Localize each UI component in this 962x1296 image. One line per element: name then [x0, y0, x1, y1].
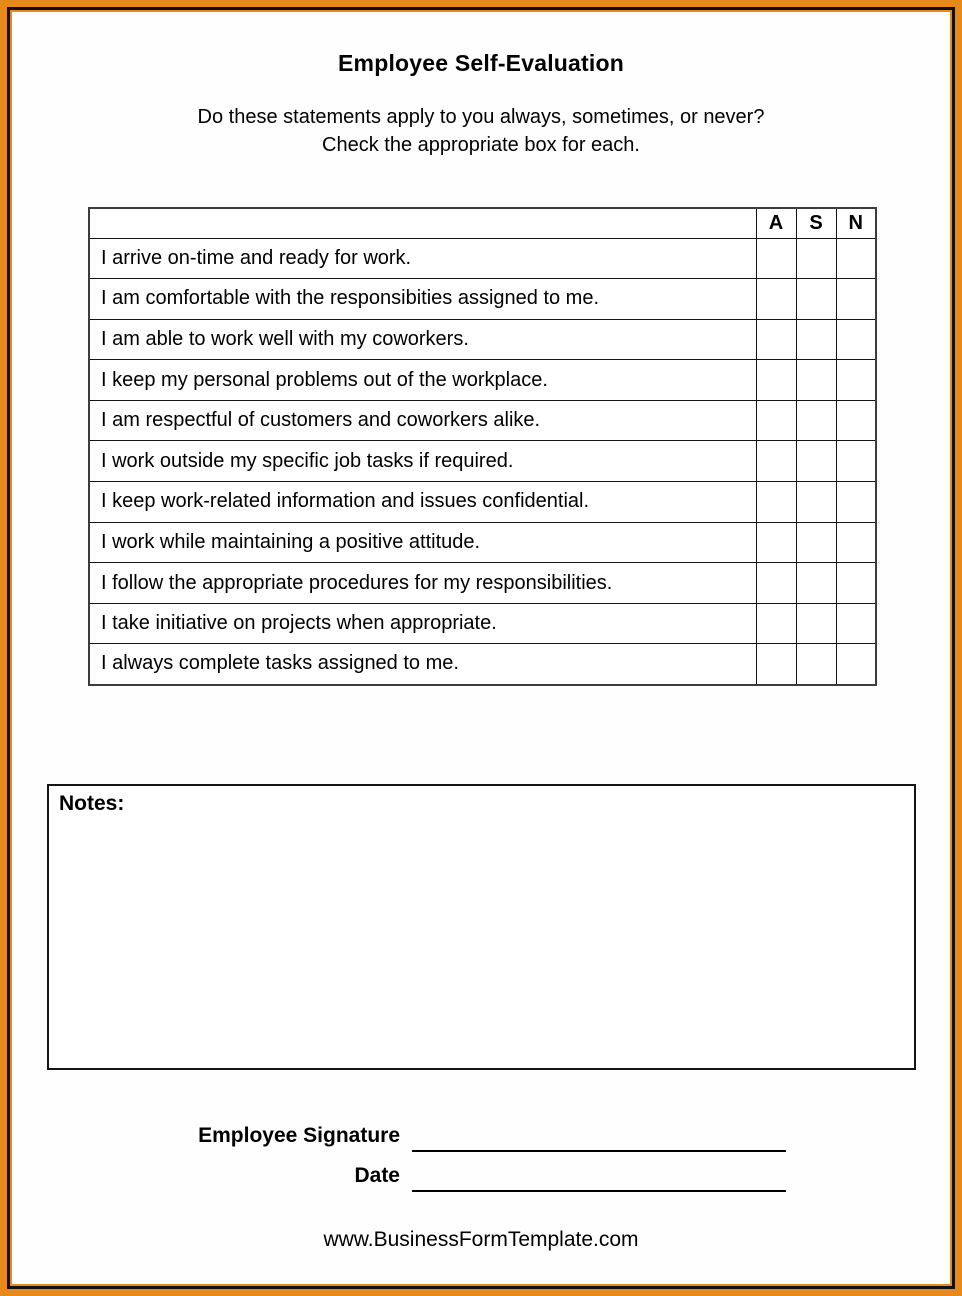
statement-text: I am able to work well with my coworkers.	[89, 319, 756, 360]
checkbox-cell-a[interactable]	[756, 482, 796, 523]
checkbox-cell-a[interactable]	[756, 400, 796, 441]
form-instructions	[0, 104, 962, 159]
notes-input-area[interactable]	[51, 822, 912, 1066]
table-row	[89, 563, 876, 604]
column-header-sometimes: S	[796, 208, 836, 238]
employee-signature-label: Employee Signature	[198, 1124, 400, 1147]
statement-column-header	[89, 208, 756, 238]
footer-website-text: www.BusinessFormTemplate.com	[323, 1228, 639, 1251]
table-row	[89, 400, 876, 441]
table-row	[89, 238, 876, 279]
checkbox-cell-n[interactable]	[836, 279, 876, 320]
checkbox-cell-a[interactable]	[756, 603, 796, 644]
checkbox-cell-n[interactable]	[836, 238, 876, 279]
evaluation-table-body	[89, 238, 876, 685]
checkbox-cell-s[interactable]	[796, 360, 836, 401]
employee-signature-line[interactable]	[412, 1126, 786, 1152]
checkbox-cell-n[interactable]	[836, 644, 876, 685]
checkbox-cell-a[interactable]	[756, 360, 796, 401]
statement-text: I work outside my specific job tasks if required.	[89, 441, 756, 482]
checkbox-cell-s[interactable]	[796, 563, 836, 604]
table-row	[89, 319, 876, 360]
statement-text: I follow the appropriate procedures for my responsibilities.	[89, 563, 756, 604]
evaluation-table	[88, 207, 877, 686]
statement-text: I keep my personal problems out of the workplace.	[89, 360, 756, 401]
checkbox-cell-a[interactable]	[756, 522, 796, 563]
table-row	[89, 441, 876, 482]
checkbox-cell-n[interactable]	[836, 441, 876, 482]
page-title: Employee Self-Evaluation	[338, 50, 624, 76]
table-row	[89, 522, 876, 563]
evaluation-table-header	[89, 208, 876, 238]
checkbox-cell-a[interactable]	[756, 238, 796, 279]
checkbox-cell-s[interactable]	[796, 603, 836, 644]
header-row	[89, 208, 876, 238]
column-header-never: N	[836, 208, 876, 238]
checkbox-cell-a[interactable]	[756, 563, 796, 604]
checkbox-cell-n[interactable]	[836, 319, 876, 360]
checkbox-cell-s[interactable]	[796, 482, 836, 523]
date-label: Date	[354, 1164, 400, 1187]
statement-text: I work while maintaining a positive attitude.	[89, 522, 756, 563]
checkbox-cell-n[interactable]	[836, 563, 876, 604]
checkbox-cell-n[interactable]	[836, 522, 876, 563]
statement-text: I am comfortable with the responsibities assigned to me.	[89, 279, 756, 320]
table-row	[89, 603, 876, 644]
checkbox-cell-n[interactable]	[836, 400, 876, 441]
checkbox-cell-s[interactable]	[796, 238, 836, 279]
checkbox-cell-s[interactable]	[796, 319, 836, 360]
statement-text: I am respectful of customers and coworkers alike.	[89, 400, 756, 441]
table-row	[89, 482, 876, 523]
checkbox-cell-s[interactable]	[796, 441, 836, 482]
checkbox-cell-s[interactable]	[796, 279, 836, 320]
statement-text: I keep work-related information and issues confidential.	[89, 482, 756, 523]
checkbox-cell-s[interactable]	[796, 644, 836, 685]
checkbox-cell-a[interactable]	[756, 319, 796, 360]
checkbox-cell-s[interactable]	[796, 400, 836, 441]
checkbox-cell-s[interactable]	[796, 522, 836, 563]
checkbox-cell-n[interactable]	[836, 482, 876, 523]
instructions-line-1: Do these statements apply to you always, sometimes, or never?	[197, 106, 765, 128]
statement-text: I arrive on-time and ready for work.	[89, 238, 756, 279]
checkbox-cell-a[interactable]	[756, 441, 796, 482]
column-header-always: A	[756, 208, 796, 238]
statement-text: I always complete tasks assigned to me.	[89, 644, 756, 685]
table-row	[89, 644, 876, 685]
instructions-line-2: Check the appropriate box for each.	[322, 133, 640, 156]
checkbox-cell-n[interactable]	[836, 603, 876, 644]
table-row	[89, 360, 876, 401]
checkbox-cell-a[interactable]	[756, 644, 796, 685]
date-line[interactable]	[412, 1166, 786, 1192]
checkbox-cell-n[interactable]	[836, 360, 876, 401]
notes-label: Notes:	[59, 792, 125, 815]
notes-box	[47, 784, 916, 1070]
checkbox-cell-a[interactable]	[756, 279, 796, 320]
table-row	[89, 279, 876, 320]
statement-text: I take initiative on projects when appropriate.	[89, 603, 756, 644]
